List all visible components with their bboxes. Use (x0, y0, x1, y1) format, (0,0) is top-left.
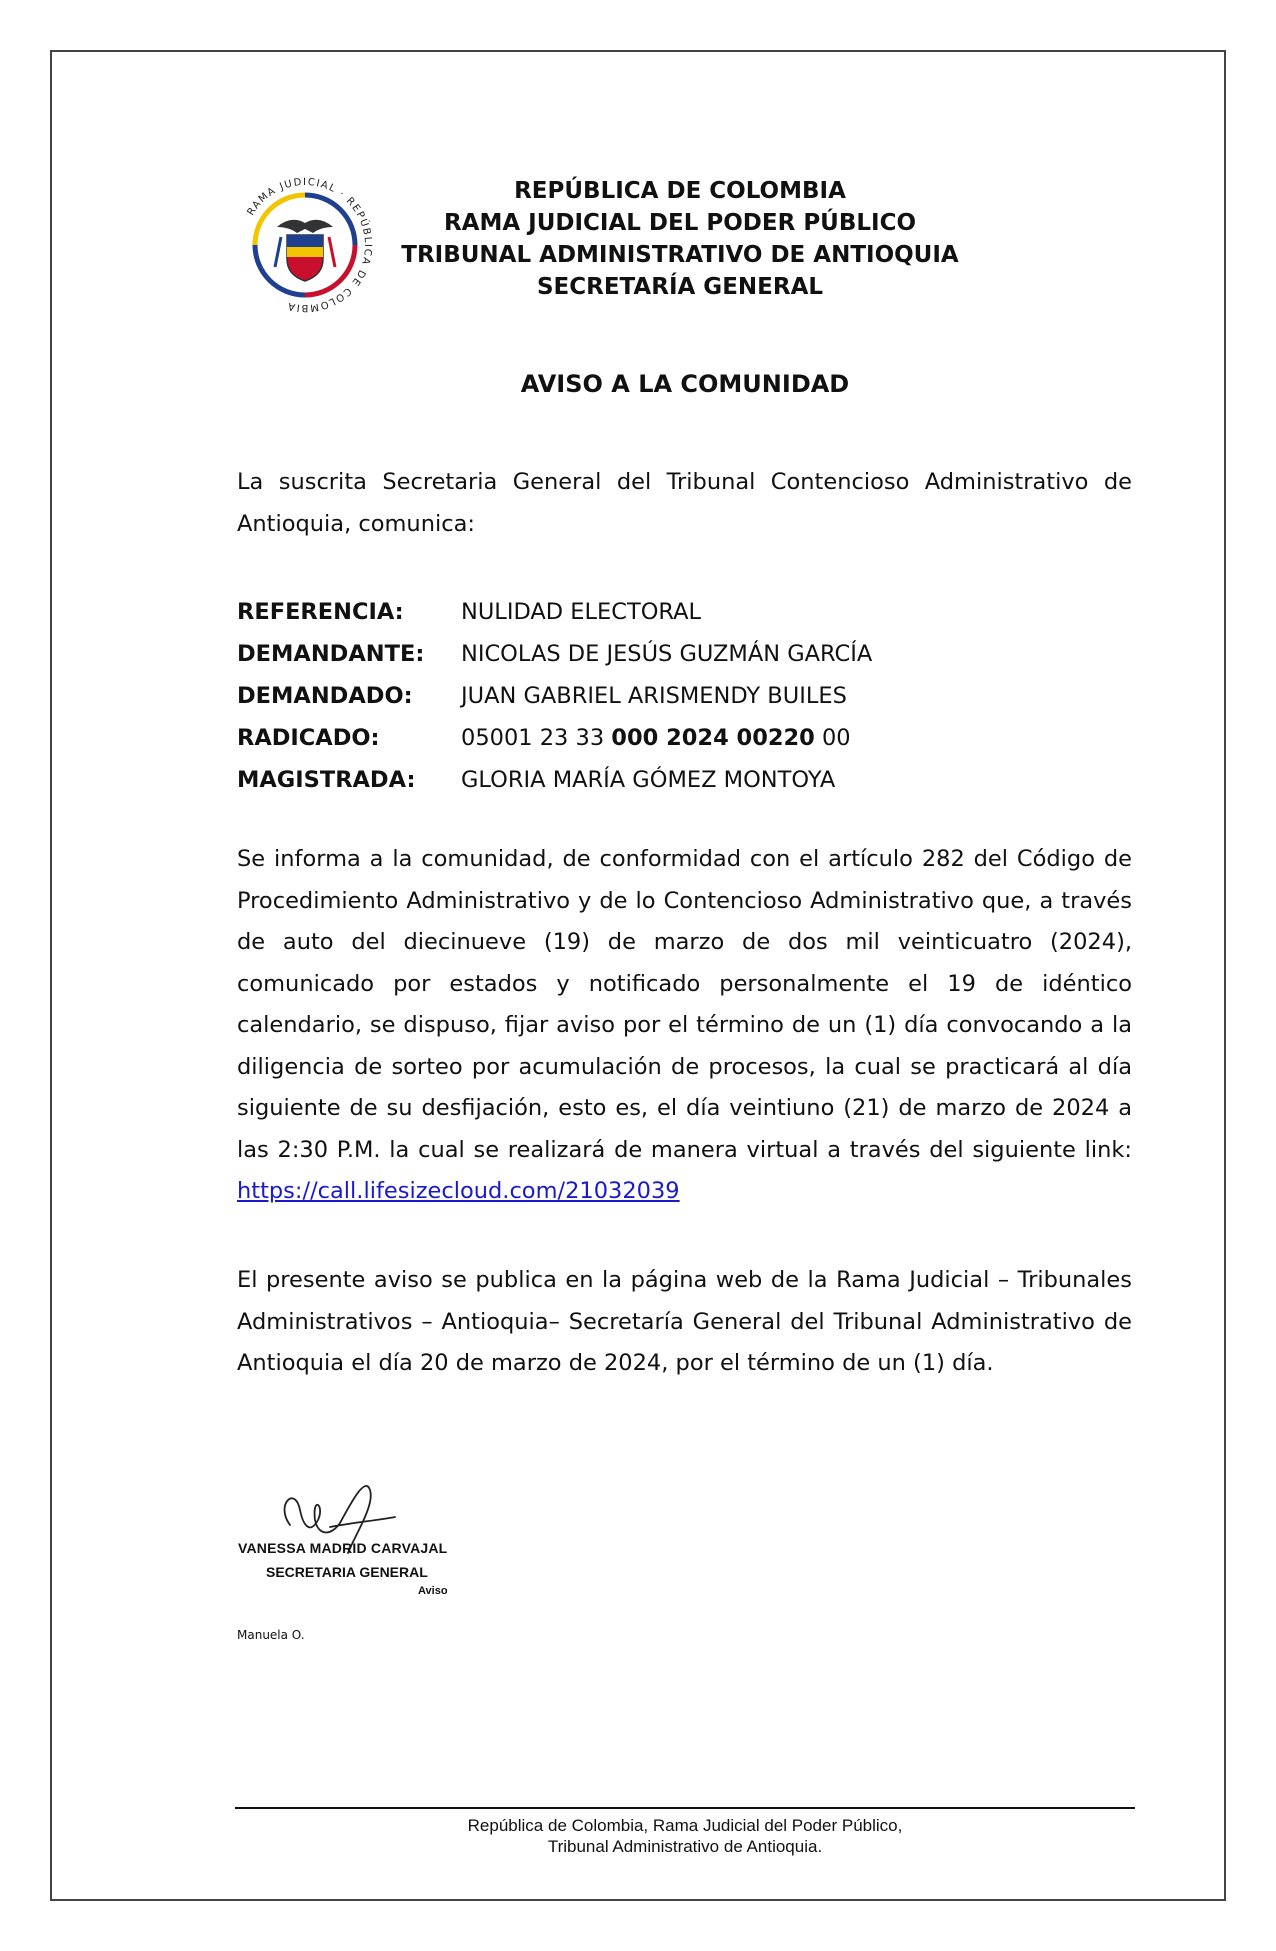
defendant-row (237, 675, 872, 717)
case-number-prefix: 05001 23 33 (461, 725, 612, 751)
case-number-suffix: 00 (814, 725, 851, 751)
case-number-core: 000 2024 00220 (611, 725, 815, 751)
signer-name: VANESSA MADRID CARVAJAL (238, 1540, 448, 1556)
header-line-secretariat: SECRETARÍA GENERAL (536, 274, 824, 300)
prepared-by: Manuela O. (237, 1628, 305, 1642)
magistrate-value: GLORIA MARÍA GÓMEZ MONTOYA (461, 767, 836, 793)
header-line-republic: REPÚBLICA DE COLOMBIA (514, 178, 846, 204)
case-number-value (461, 725, 851, 751)
footer-line-2: Tribunal Administrativo de Antioquia. (547, 1837, 823, 1856)
meeting-link[interactable]: https://call.lifesizecloud.com/21032039 (237, 1178, 680, 1204)
magistrate-row (237, 759, 872, 801)
footer (235, 1815, 1135, 1857)
reference-row (237, 591, 872, 633)
plaintiff-value: NICOLAS DE JESÚS GUZMÁN GARCÍA (461, 641, 873, 667)
svg-text:RAMA JUDICIAL · REPÚBLICA DE C: RAMA JUDICIAL · REPÚBLICA DE COLOMBIA (245, 176, 374, 314)
case-number-label: RADICADO: (237, 725, 380, 751)
institution-header (360, 175, 1000, 303)
footer-divider (235, 1807, 1135, 1809)
rama-judicial-seal (235, 175, 375, 315)
plaintiff-row (237, 633, 872, 675)
notice-title: AVISO A LA COMUNIDAD (520, 370, 850, 398)
case-number-row (237, 717, 872, 759)
case-references (237, 591, 872, 801)
defendant-value: JUAN GABRIEL ARISMENDY BUILES (461, 683, 847, 709)
defendant-label: DEMANDADO: (237, 683, 413, 709)
intro-paragraph: La suscrita Secretaria General del Tribunal Contencioso Administrativo de Antioquia, comunica: (237, 469, 1132, 537)
notice-body-paragraph (237, 839, 1132, 1213)
reference-value: NULIDAD ELECTORAL (461, 599, 702, 625)
magistrate-label: MAGISTRADA: (237, 767, 416, 793)
signer-title: SECRETARIA GENERAL (266, 1564, 428, 1580)
footer-line-1: República de Colombia, Rama Judicial del Poder Público, (467, 1816, 903, 1835)
header-line-tribunal: TRIBUNAL ADMINISTRATIVO DE ANTIOQUIA (401, 242, 959, 268)
publication-paragraph: El presente aviso se publica en la página web de la Rama Judicial – Tribunales Administrativos – Antioquia– Secretaría General del Tribunal Administrativo de Antioquia el día 20 de marzo de 2024, por el término de un (1) día. (237, 1267, 1132, 1376)
notice-body-text: Se informa a la comunidad, de conformidad con el artículo 282 del Código de Procedimiento Administrativo y de lo Contencioso Administrativo que, a través de auto del diecinueve (19) de marzo de dos mil veinticuatro (2024), comunicado por estados y notificado personalmente el 19 de idéntico calendario, se dispuso, fijar aviso por el término de un (1) día convocando a la diligencia de sorteo por acumulación de procesos, la cual se practicará al día siguiente de su desfijación, esto es, el día veintiuno (21) de marzo de 2024 a las 2:30 P.M. la cual se realizará de manera virtual a través del siguiente link: (237, 846, 1132, 1163)
signature-note: Aviso (418, 1585, 448, 1597)
reference-label: REFERENCIA: (237, 599, 404, 625)
plaintiff-label: DEMANDANTE: (237, 641, 425, 667)
header-line-branch: RAMA JUDICIAL DEL PODER PÚBLICO (443, 210, 917, 236)
